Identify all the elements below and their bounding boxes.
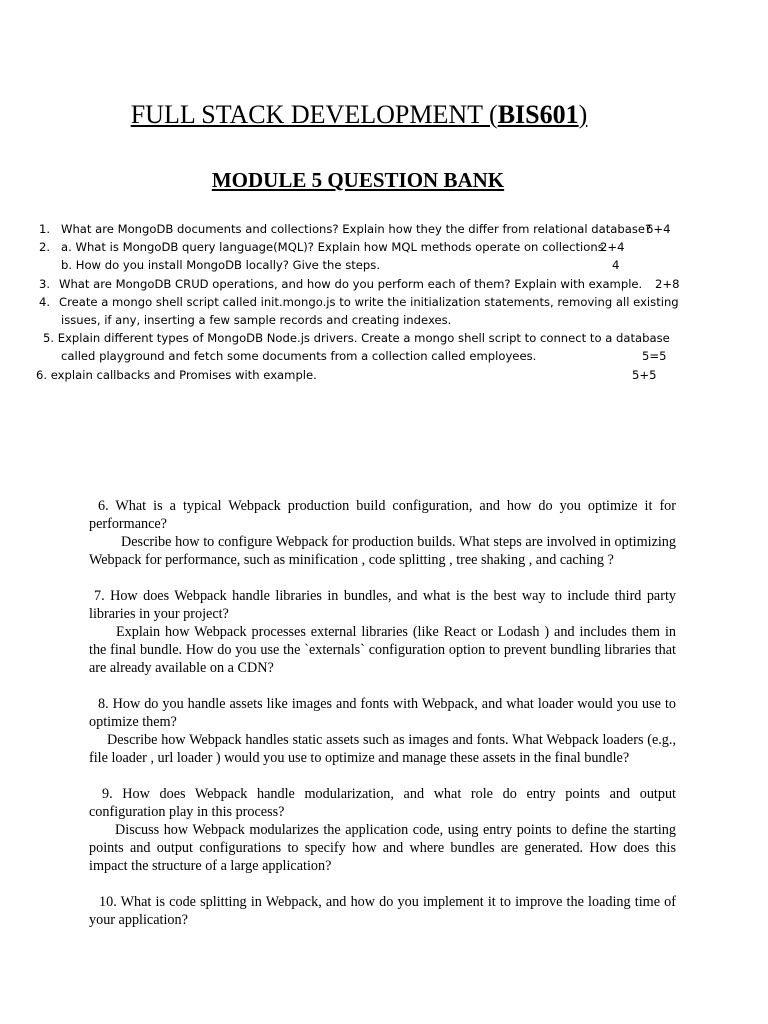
list-item [0,220,768,238]
question-text: b. How do you install MongoDB locally? Give the steps. [61,258,381,273]
question-marks: 2+8 [655,276,680,291]
page-title [0,100,718,130]
question-text: 6. explain callbacks and Promises with example. [36,367,317,382]
question-text: What are MongoDB CRUD operations, and how do you perform each of them? Explain with example. [59,276,643,291]
question-text: 5. Explain different types of MongoDB Node.js drivers. Create a mongo shell script to connect to a database [43,331,670,346]
page-subtitle: MODULE 5 QUESTION BANK [211,168,505,192]
list-item [89,893,676,929]
question-text: 10. What is code splitting in Webpack, and how do you implement it to improve the loading time of your application? [89,894,676,928]
title-close: ) [578,100,588,129]
list-item [0,238,768,256]
question-text: Create a mongo shell script called init.mongo.js to write the initialization statements, removing all existing [59,294,679,309]
list-item [89,497,676,569]
question-detail: Describe how to configure Webpack for production builds. What steps are involved in optimizing Webpack for performance, such as minification , code splitting , tree shaking , and caching ? [89,534,676,568]
question-text: 7. How does Webpack handle libraries in bundles, and what is the best way to include third party libraries in your project? [89,588,676,622]
question-text: What are MongoDB documents and collections? Explain how they the differ from relational database? [61,222,652,236]
question-detail: Discuss how Webpack modularizes the application code, using entry points to define the starting points and output configurations to specify how and where bundles are generated. How does this impact the structure of a large application? [89,822,676,874]
question-marks: 4 [612,258,620,273]
question-detail: Describe how Webpack handles static assets such as images and fonts. What Webpack loaders (e.g., file loader , url loader ) would you use to optimize and manage these assets in the final bundle? [89,732,676,766]
list-item [0,293,768,311]
webpack-question-list [89,497,676,947]
list-item [0,366,768,384]
course-code: BIS601 [497,100,579,129]
question-detail: Explain how Webpack processes external libraries (like React or Lodash ) and includes them in the final bundle. How do you use the `externals` configuration option to prevent bundling libraries that are already available on a CDN? [89,624,676,676]
list-item [89,785,676,875]
question-marks: 5=5 [642,349,667,364]
question-text: called playground and fetch some documents from a collection called employees. [61,349,537,364]
question-marks: 5+5 [632,367,657,382]
title-main: FULL STACK DEVELOPMENT ( [130,100,498,129]
list-item [0,311,768,329]
question-text: 9. How does Webpack handle modularization, and what role do entry points and output configuration play in this process? [89,786,676,820]
question-number: 3. [39,276,51,291]
list-item [0,329,768,347]
question-text: 6. What is a typical Webpack production build configuration, and how do you optimize it for performance? [89,498,676,532]
list-item [89,587,676,677]
question-number: 4. [39,294,51,309]
question-number: 2. [39,240,51,255]
list-item [0,256,768,274]
question-marks: 6+4 [646,222,671,236]
list-item [0,347,768,365]
question-number: 1. [39,222,51,236]
mongodb-question-list [0,220,768,384]
question-text: 8. How do you handle assets like images and fonts with Webpack, and what loader would you use to optimize them? [89,696,676,730]
list-item [89,695,676,767]
question-marks: 2+4 [600,240,625,255]
question-text: a. What is MongoDB query language(MQL)? Explain how MQL methods operate on collections [61,240,604,255]
list-item [0,275,768,293]
question-text: issues, if any, inserting a few sample records and creating indexes. [61,312,452,327]
